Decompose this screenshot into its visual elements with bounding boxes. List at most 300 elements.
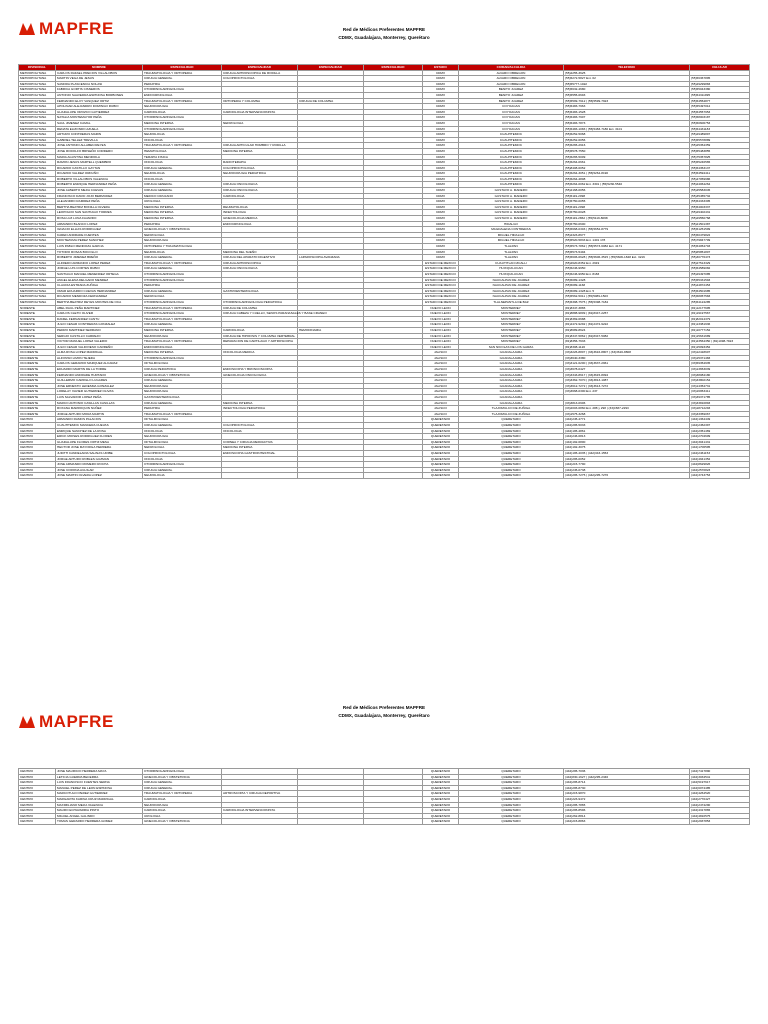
table-cell: (55)5750-0028 — [564, 210, 690, 216]
table-cell: (55)75357825 — [690, 154, 750, 160]
table-cell: INFECTOLOGIA PEDIATRICA — [222, 406, 298, 412]
table-cell: GUSTAVO A. MADERO — [459, 188, 564, 194]
table-cell: CENTRO — [19, 456, 56, 462]
table-cell: GUADALAJARA — [459, 400, 564, 406]
table-cell: PEDRO MARTINEZ SERRANO — [56, 327, 143, 333]
table-cell: CDMX — [423, 176, 459, 182]
table-cell: GINECOLOGIA Y OBSTETRICIA — [143, 774, 222, 780]
table-cell: QUERETARO — [459, 791, 564, 797]
table-cell: (442)215-7790 — [564, 462, 690, 468]
table-cell: MAGDALENA CONTRERAS — [459, 227, 564, 233]
table-cell: METROPOLITANA — [19, 210, 56, 216]
table-cell: NUEVO LEON — [423, 344, 459, 350]
table-cell: NATALIA MONTEMAYOR PEÑA — [56, 115, 143, 121]
table-cell: (442)2474290 — [690, 802, 750, 808]
table-cell: GASTROENTEROLOGIA — [143, 395, 222, 401]
table-cell: GINECOLOGIA MEDICA — [222, 216, 298, 222]
table-cell: CARDIOLOGIA — [222, 193, 298, 199]
table-cell: (442)2351469 — [690, 428, 750, 434]
table-cell: (55)5520-5833 Ext. 1401 178 — [564, 238, 690, 244]
table-cell: CIRUGIA GENERAL — [143, 288, 222, 294]
table-cell: CIRUGIA DE COLUMNA — [222, 305, 298, 311]
table-cell: QUERETARO — [459, 813, 564, 819]
table-cell: JALISCO — [423, 406, 459, 412]
table-cell: CENTRO — [19, 802, 56, 808]
table-cell: METROPOLITANA — [19, 199, 56, 205]
table-cell: ALFREDO ARMANDO LOPEZ PEREZ — [56, 260, 143, 266]
table-cell: (81)12177695 — [690, 305, 750, 311]
table-cell: MEDICINA INTERNA — [222, 445, 298, 451]
table-cell: NEUROLOGIA — [143, 249, 222, 255]
table-cell: GUADALUPE FLORES ORTIZ MESA — [56, 439, 143, 445]
table-cell: CENTRO — [19, 445, 56, 451]
table-cell: CARDIOLOGIA — [222, 327, 298, 333]
table-cell: OTORRINOLARINGOLOGIA — [143, 126, 222, 132]
table-cell: ONCOLOGIA — [222, 428, 298, 434]
table-cell: MEDICO CIRUJANO — [143, 193, 222, 199]
table-cell: QUERETARO — [423, 473, 459, 479]
table-cell: MAURO ECHAVARRIA PINTO — [56, 808, 143, 814]
table-cell: CARLOS GERARDO MARQUEZ ALCARAZ — [56, 361, 143, 367]
table-cell: OCCIDENTE — [19, 361, 56, 367]
table-cell: ARMANDO BLANCO LOPEZ — [56, 221, 143, 227]
table-cell: NEUROCIRUGIA — [143, 333, 222, 339]
table-cell: METROPOLITANA — [19, 299, 56, 305]
table-cell: (55)54431183 — [690, 126, 750, 132]
table-cell: ESTADO DE MEXICO — [423, 277, 459, 283]
table-cell: (81)8888-9809 | (81)8347-2257 — [564, 311, 690, 317]
table-cell: NORESTE — [19, 327, 56, 333]
table-cell: MEDICINA INTERNA — [143, 210, 222, 216]
table-cell: PEDIATRIA — [143, 406, 222, 412]
table-cell: ENDOCRINOLOGIA — [143, 92, 222, 98]
table-cell: TOTORO ROSAS BOCOLLO — [56, 249, 143, 255]
table-cell: NEUROCIRUGIA — [143, 434, 222, 440]
table-cell: (81)2472-9292 | (81)2472-9222 — [564, 322, 690, 328]
table-cell: GUADALAJARA — [459, 367, 564, 373]
table-cell: CIRUGIA DE HIPOFISIS Y COLUMNA VERTEBRAL — [222, 333, 298, 339]
table-cell: JALISCO — [423, 361, 459, 367]
table-cell: INFECTOLOGIA — [222, 210, 298, 216]
table-cell: ESTADO DE MEXICO — [423, 294, 459, 300]
table-cell: (55)5483-1083 | (55)5483-7180 Ext. 3101 — [564, 126, 690, 132]
table-cell: (442)2452397 — [690, 423, 750, 429]
table-cell: NORESTE — [19, 316, 56, 322]
table-cell: ONCOLOGIA — [143, 456, 222, 462]
table-cell: QUERETARO — [459, 796, 564, 802]
table-cell: TLALPAN — [459, 244, 564, 250]
table-cell: (55)54554877 — [690, 98, 750, 104]
table-cell: CIRUGIA DE COLUMNA — [298, 98, 364, 104]
table-cell: OFTALMOLOGIA — [143, 361, 222, 367]
table-cell: JOSE ALBERTO MEJIA CUEVAS — [56, 188, 143, 194]
table-cell: ROXANA MARROQUIN NUÑEZ — [56, 406, 143, 412]
table-cell: (55)54353137 — [690, 165, 750, 171]
table-cell: OTORRINOLARINGOLOGIA — [143, 355, 222, 361]
table-cell: QUERETARO — [423, 819, 459, 825]
table-cell: METROPOLITANA — [19, 193, 56, 199]
table-cell: JOSE ERNESTO LEDESMA GONZALEZ — [56, 383, 143, 389]
table-cell: NEUROCIRUGIA — [143, 238, 222, 244]
table-cell: (81)13381936 — [690, 322, 750, 328]
table-cell — [298, 473, 364, 479]
table-cell: COLOPROCTOLOGIA — [222, 76, 298, 82]
table-cell: CUAUHTEMOC — [459, 182, 564, 188]
table-cell: (33)3362-7070 | (33)3813-1087 — [564, 378, 690, 384]
table-cell: CENTRO — [19, 769, 56, 775]
table-cell: UROLOGIA — [143, 813, 222, 819]
table-cell: (55)47059986 — [690, 176, 750, 182]
table-cell: METROPOLITANA — [19, 221, 56, 227]
table-cell: NUEVO LEON — [423, 333, 459, 339]
table-cell: CDMX — [423, 182, 459, 188]
table-cell: CDMX — [423, 115, 459, 121]
table-cell: CDMX — [423, 216, 459, 222]
table-cell: OCCIDENTE — [19, 372, 56, 378]
table-cell: RICARDO VALDEZ ORDUÑO — [56, 171, 143, 177]
table-cell: NORESTE — [19, 333, 56, 339]
table-cell: TRAUMATOLOGIA Y ORTOPEDIA — [143, 411, 222, 417]
table-cell: OMAR EDUARDO CUEVAS HERNANDEZ — [56, 288, 143, 294]
table-cell: QUERETARO — [459, 819, 564, 825]
table-cell: METROPOLITANA — [19, 143, 56, 149]
table-cell: METROPOLITANA — [19, 120, 56, 126]
table-cell: MEDICINA DEL SUEÑO — [222, 249, 298, 255]
table-cell: (55)5252-6056 — [564, 137, 690, 143]
table-cell: OTORRINOLARINGOLOGIA — [143, 87, 222, 93]
table-cell: ROBERTO JIMENEZ BREÑO — [56, 255, 143, 261]
table-cell: (442)1364449 — [690, 417, 750, 423]
table-cell: (55)55483855 — [690, 148, 750, 154]
table-cell: (55)5573-5494 — [564, 249, 690, 255]
table-cell: (442)295-7865 — [564, 802, 690, 808]
table-cell: (55)54589082 — [690, 266, 750, 272]
table-cell: (55)54594411 — [690, 171, 750, 177]
table-cell: TERAPIA FISICA — [143, 154, 222, 160]
table-cell: QUERETARO — [459, 467, 564, 473]
table-cell: OTORRINOLARINGOLOGIA — [143, 311, 222, 317]
table-cell: QUERETARO — [459, 417, 564, 423]
table-cell: (55)58057583 — [690, 294, 750, 300]
table-cell: CIRUGIA GENERAL — [143, 378, 222, 384]
table-cell: CENTRO — [19, 813, 56, 819]
table-cell: MIGUEL ANGEL GALINDO — [56, 813, 143, 819]
table-cell: (55)56367895 — [690, 76, 750, 82]
table-cell: SAN NICOLAS DE LOS GARZA — [459, 344, 564, 350]
table-cell: (442)215-8863 — [564, 819, 690, 825]
table-cell: METROPOLITANA — [19, 182, 56, 188]
table-cell: NUEVO LEON — [423, 339, 459, 345]
table-cell: LORELAY XAVIER GUTIERREZ OLIVAS — [56, 389, 143, 395]
table-cell: IGNACIO ELLIAS RODRIGUEZ — [56, 227, 143, 233]
table-cell: ONCOLOGIA — [143, 137, 222, 143]
table-cell: CDMX — [423, 126, 459, 132]
table-cell: TLAJOMULCO DE ZUÑIGA — [459, 406, 564, 412]
table-cell: CARDIOLOGIA INTERVENCIONISTA — [222, 109, 298, 115]
table-cell: ONCOLOGIA MEDICA — [222, 350, 298, 356]
table-cell: METROPOLITANA — [19, 249, 56, 255]
table-cell: BERTHA BEATRIZ REYES MONTES DE OCA — [56, 299, 143, 305]
table-cell: CDMX — [423, 232, 459, 238]
table-cell: ANGEL ELENA DELGADO MENDEZ — [56, 277, 143, 283]
table-cell: (442)2704609 — [690, 434, 750, 440]
table-cell: CIRUGIA GENERAL — [143, 322, 222, 328]
document-title: Red de Médicos Preferentes MAPFRE — [342, 27, 426, 32]
table-cell: CUAUHTEMOC — [459, 132, 564, 138]
table-cell: NEUROLOGIA — [143, 171, 222, 177]
table-cell: QUERETARO — [423, 467, 459, 473]
table-cell: JOSE MAURICIO HERRERA MAYA — [56, 769, 143, 775]
table-cell: CDMX — [423, 188, 459, 194]
table-cell: CUAUHTEMOC — [459, 137, 564, 143]
table-cell: QUERETARO — [459, 456, 564, 462]
table-cell: QUERETARO — [423, 791, 459, 797]
table-cell: GUSTAVO A. MADERO — [459, 210, 564, 216]
table-cell: (55)54311995 — [690, 92, 750, 98]
table-cell: (55)55331593 — [690, 277, 750, 283]
table-cell: NEFROLOGIA — [143, 232, 222, 238]
table-cell: CARDIOLOGIA — [143, 808, 222, 814]
table-cell: OCCIDENTE — [19, 367, 56, 373]
table-cell: QUERETARO — [423, 813, 459, 819]
table-cell: NEUROLOGIA — [143, 132, 222, 138]
table-cell: GINECOLOGIA Y OBSTETRICIA — [143, 819, 222, 825]
table-cell: ARTROSCOPIA Y CIRUGIA DEPORTIVA — [222, 791, 298, 797]
table-cell: NEFROLOGIA — [143, 445, 222, 451]
table-cell: (442)3743753 — [690, 473, 750, 479]
table-cell: CIRUGIA ARTICULAR HOMBRO Y RODILLA — [222, 143, 298, 149]
table-cell: CDMX — [423, 132, 459, 138]
table-cell: TLALNEPANTLA DE BAZ — [459, 299, 564, 305]
table-cell: CIRUGIA GENERAL — [143, 76, 222, 82]
table-cell: (81)10777152 — [690, 327, 750, 333]
table-cell: LUIS SALVADOR LOPEZ PEÑA — [56, 395, 143, 401]
table-cell: GUADALAJARA — [459, 372, 564, 378]
page-gap — [0, 584, 768, 692]
table-cell: MARCO ANTONIO CASILLAS CASILLAS — [56, 400, 143, 406]
table-cell: (55)29402431 — [690, 210, 750, 216]
brand-name: MAPFRE — [39, 19, 114, 38]
table-cell: (442)192-6800 — [564, 439, 690, 445]
table-cell: OCCIDENTE — [19, 411, 56, 417]
table-cell: (55)54054703 — [690, 244, 750, 250]
table-cell: NUEVO LEON — [423, 322, 459, 328]
table-cell: QUERETARO — [423, 802, 459, 808]
table-cell: METROPOLITANA — [19, 81, 56, 87]
table-cell: (55)65851807 — [690, 249, 750, 255]
table-cell: (81)19197567 — [690, 311, 750, 317]
table-cell: (442)830-1627 | (442)295-2346 — [564, 774, 690, 780]
table-cell: CIRUGIA GENERAL — [143, 266, 222, 272]
table-cell: TLALPAN — [459, 249, 564, 255]
table-cell: MONTERREY — [459, 305, 564, 311]
table-cell: CIRUGIA GENERAL — [143, 780, 222, 786]
table-cell: TRAUMATOLOGIA Y ORTOPEDIA — [143, 70, 222, 76]
table-cell: OFTALMOLOGIA — [143, 417, 222, 423]
table-cell: NEFROLOGIA — [222, 120, 298, 126]
table-cell: QUERETARO — [459, 450, 564, 456]
table-cell: MEDICINA INTERNA — [222, 148, 298, 154]
doctors-table-page-2 — [18, 768, 750, 825]
table-cell: CENTRO — [19, 791, 56, 797]
table-cell: QUERETARO — [459, 423, 564, 429]
table-cell: COLOPROCTOLOGIA — [222, 423, 298, 429]
table-cell: JORGE ARTURO MORA MARTIN — [56, 411, 143, 417]
table-cell: (442)295-8714 — [564, 780, 690, 786]
table-cell: MARIA AGUSTINA MENDIOLA — [56, 154, 143, 160]
table-cell: (55)54557953 — [690, 109, 750, 115]
table-cell: QUERETARO — [423, 417, 459, 423]
table-cell: METROPOLITANA — [19, 165, 56, 171]
table-cell: (55)5606-6628 | (55)5606-3515 | (55)5606-1848 Ext. 3216 — [564, 255, 690, 261]
table-cell: CENTRO — [19, 417, 56, 423]
table-cell: (55)55777-1022 — [564, 81, 690, 87]
table-cell: CDMX — [423, 193, 459, 199]
table-cell: JOSE MARTIN OLVERA LOPEZ — [56, 473, 143, 479]
table-cell: CENTRO — [19, 808, 56, 814]
table-cell: ENDOCRINOLOGIA — [143, 344, 222, 350]
table-cell: (81)15631689 — [690, 333, 750, 339]
document-subtitle: CDMX, Guadalajara, Monterrey, Querétaro — [338, 35, 430, 40]
table-cell: JOSE ANTONIO ALLABEN REYES — [56, 143, 143, 149]
table-cell: (55)2323-8677 — [564, 232, 690, 238]
table-cell: (55)5264-4808 — [564, 176, 690, 182]
table-cell: MEDICINA INTERNA — [143, 120, 222, 126]
table-cell: SAUL JIMENEZ CAMAL — [56, 120, 143, 126]
table-cell: CIRUGIA GENERAL — [143, 165, 222, 171]
table-cell: CUAUHTEMOC — [459, 143, 564, 149]
table-cell: CUAUHTEMOC — [459, 171, 564, 177]
table-cell: CIRUGIA GENERAL — [143, 467, 222, 473]
table-cell: JALISCO — [423, 395, 459, 401]
table-cell: RADIOTERAPIA — [222, 160, 298, 166]
table-cell: ONCOLOGIA — [143, 160, 222, 166]
table-cell: OTORRINOLARINGOLOGIA — [143, 769, 222, 775]
table-cell: (55)54124285 — [690, 299, 750, 305]
table-cell: TRAUMATOLOGIA Y ORTOPEDIA — [143, 305, 222, 311]
table-cell: (55)5750-0055 — [564, 199, 690, 205]
table-cell: (442)3041431 — [690, 439, 750, 445]
table-cell: ROBERTO VILLALOBOS VALENCIA — [56, 176, 143, 182]
table-cell: NORESTE — [19, 322, 56, 328]
table-cell: KAREN ANDRADE FUENTES — [56, 232, 143, 238]
table-cell: BENITO JUAREZ — [459, 98, 564, 104]
table-cell: ERICK MOISES RODRIGUEZ FLORES — [56, 434, 143, 440]
table-cell: CIRUGIA GENERAL — [143, 255, 222, 261]
table-cell: GINECOLOGIA ONCOLOGICA — [222, 372, 298, 378]
table-cell: (55)5264-0661 — [564, 160, 690, 166]
table-cell: (442)7417890 — [690, 769, 750, 775]
table-cell: (442)4317865 — [690, 808, 750, 814]
table-cell: (33)3612-7272 | (33)3613-7272 — [564, 383, 690, 389]
table-cell: (55)5264-0062 Ext. 3301 | (55)5230-5540 — [564, 182, 690, 188]
table-cell: OCCIDENTE — [19, 400, 56, 406]
table-cell: (442)3034541 — [690, 774, 750, 780]
table-body — [19, 70, 750, 478]
table-cell: (55)5483-1528 — [564, 109, 690, 115]
table-cell: MONTERREY — [459, 322, 564, 328]
table-cell: QUERETARO — [423, 808, 459, 814]
table-cell: NORESTE — [19, 344, 56, 350]
table-cell: (55)5246-9950 Ext. 8183 — [564, 271, 690, 277]
table-cell: METROPOLITANA — [19, 70, 56, 76]
table-cell: MEDICINA INTERNA — [143, 204, 222, 210]
table-cell: (55)5089-1328 Ext. 5 — [564, 288, 690, 294]
table-cell: (442)195-4035 | (442)343-1553 — [564, 450, 690, 456]
table-cell: METROPOLITANA — [19, 104, 56, 110]
table-cell: CIRUGIA ONCOLOGICA — [222, 188, 298, 194]
table-cell: MONTERREY — [459, 333, 564, 339]
table-cell: METROPOLITANA — [19, 238, 56, 244]
table-cell: (81)8347-5862 | (81)8347-5082 — [564, 333, 690, 339]
table-cell: GUADALAJARA — [459, 355, 564, 361]
table-cell: METROPOLITANA — [19, 160, 56, 166]
table-cell: QUERETARO — [459, 462, 564, 468]
table-cell: ALVARO OBREGON — [459, 81, 564, 87]
table-cell: ANTONIO SAAVEDRA ESPINOSA BORBONES — [56, 92, 143, 98]
table-cell: SANTIAGO MANUEL MENENDEZ ORTEGA — [56, 271, 143, 277]
table-cell: TRAUMATOLOGIA Y ORTOPEDIA — [143, 143, 222, 149]
table-cell: NUEVO LEON — [423, 327, 459, 333]
table-cell: CENTRO — [19, 423, 56, 429]
table-cell: EDUARDO MARTIN DE LA TORRE — [56, 367, 143, 373]
table-cell: ESTADO DE MEXICO — [423, 271, 459, 277]
table-cell: (33)39371785 — [690, 395, 750, 401]
table-cell: GUADALAJARA — [459, 395, 564, 401]
table-cell: GUADALAJARA — [459, 389, 564, 395]
table-cell: (55)58003187 — [690, 115, 750, 121]
table-cell: (442)246-6813 — [564, 434, 690, 440]
table-cell: TRAUMATOLOGIA Y ORTOPEDIA — [143, 791, 222, 797]
table-cell: MARCOTULIO PEREZ GUTIERREZ — [56, 791, 143, 797]
table-cell: CENTRO — [19, 774, 56, 780]
table-cell: METROPOLITANA — [19, 176, 56, 182]
table-cell: CARLOS RAFAEL PRECIOS VILLALOBOS — [56, 70, 143, 76]
table-cell: (55)5119-2098 — [564, 193, 690, 199]
table-cell: METROPOLITANA — [19, 115, 56, 121]
table-cell: (55)24064264 — [690, 182, 750, 188]
table-cell: REUMATOLOGIA — [222, 204, 298, 210]
table-cell: (33)3640-3380 — [564, 355, 690, 361]
table-cell: ESTADO DE MEXICO — [423, 266, 459, 272]
table-cell: (442)223-9472 — [564, 796, 690, 802]
table-cell: ONCOLOGIA — [143, 428, 222, 434]
table-cell: BENITO JUAREZ — [459, 92, 564, 98]
table-cell: ARMANDO RAMOS PALACIOS — [56, 417, 143, 423]
table-cell: BERTHA BEATRIZ BONILLA OLVERA — [56, 204, 143, 210]
table-cell: (442)2461153 — [690, 450, 750, 456]
table-cell: QUERETARO — [423, 796, 459, 802]
table-cell: LEOPOLDO SAN SANTIAGO TORRES — [56, 210, 143, 216]
table-cell: (442)295-8596 — [564, 808, 690, 814]
table-cell: (442)8629826 — [690, 462, 750, 468]
table-cell: CDMX — [423, 87, 459, 93]
table-cell: HUIXQUILUCAN — [459, 271, 564, 277]
table-cell: CDMX — [423, 165, 459, 171]
table-cell: METROPOLITANA — [19, 283, 56, 289]
table-cell: OTORRINOLARINGOLOGIA — [143, 271, 222, 277]
table-cell: METROPOLITANA — [19, 255, 56, 261]
table-cell: (442)4264520 — [690, 791, 750, 797]
table-cell: MANUEL PEREZ DE LEON ESPINOSA — [56, 785, 143, 791]
table-cell: CUAUHTEMOC — [459, 176, 564, 182]
table-cell: CUAUHTEMOC — [459, 148, 564, 154]
table-cell: (55)5599-7912 | (55)5599-7923 — [564, 98, 690, 104]
table-cell: CIRUGIA GENERAL — [143, 785, 222, 791]
table-cell: NEUROLOGIA — [143, 473, 222, 479]
table-cell: (55)27513329 — [690, 260, 750, 266]
table-cell: NEUROCIRUGIA — [143, 802, 222, 808]
